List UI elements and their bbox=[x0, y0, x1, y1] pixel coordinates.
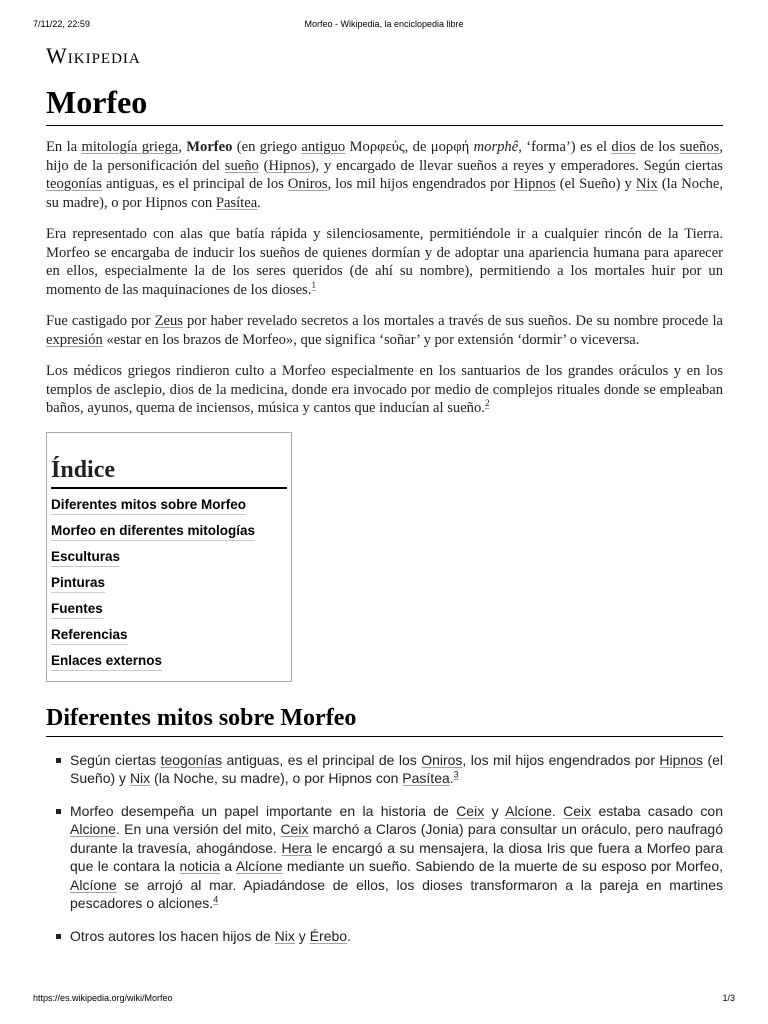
intro-paragraph-3: Fue castigado por Zeus por haber revelado secretos a los mortales a través de sus sueños. De su nombre procede la expresión «estar en los brazos de Morfeo», que significa ‘soñar’ y por extensión ‘dormir’ o viceversa. bbox=[46, 313, 723, 348]
print-datetime: 7/11/22, 22:59 bbox=[33, 19, 90, 29]
link-hipnos[interactable]: Hipnos bbox=[268, 157, 311, 174]
link-hipnos-3[interactable]: Hipnos bbox=[659, 751, 704, 768]
link-ceix-2[interactable]: Ceix bbox=[563, 802, 592, 819]
article-title: Morfeo bbox=[46, 82, 723, 126]
link-alcione-3[interactable]: Alcíone bbox=[235, 858, 283, 874]
mitos-list bbox=[46, 751, 723, 946]
link-hipnos-2[interactable]: Hipnos bbox=[513, 176, 556, 192]
intro-paragraph-2: Era representado con alas que batía rápida y silenciosamente, permitiéndole ir a cualquier rincón de la Tierra. Morfeo se encargaba de inducir los sueños de quienes dormían y de adoptar una apariencia humana para aparecer en ellos, especialmente la de los seres queridos (de ahí su nombre), permitiendo a los mortales huir por un momento de las maquinaciones de los dioses.$^1$ bbox=[46, 226, 723, 298]
link-hera[interactable]: Hera bbox=[281, 839, 312, 856]
wikipedia-wordmark[interactable]: Wikipedia bbox=[46, 43, 141, 68]
link-noticia[interactable]: noticia bbox=[179, 858, 220, 874]
link-nix[interactable]: Nix bbox=[635, 176, 658, 192]
link-nix-3[interactable]: Nix bbox=[274, 927, 295, 944]
link-oniros-2[interactable]: Oniros bbox=[421, 751, 463, 768]
reference-4[interactable]: 4 bbox=[213, 894, 219, 905]
article-intro bbox=[46, 138, 723, 418]
print-header bbox=[33, 19, 735, 33]
link-oniros[interactable]: Oniros bbox=[287, 176, 328, 192]
link-alcione[interactable]: Alcíone bbox=[505, 802, 552, 819]
table-of-contents bbox=[46, 432, 292, 682]
reference-3[interactable]: 3 bbox=[453, 769, 459, 780]
link-sueno[interactable]: sueño bbox=[224, 157, 259, 174]
link-dios[interactable]: dios bbox=[611, 139, 636, 155]
list-item: Morfeo desempeña un papel importante en la historia de Ceix y Alcíone. Ceix estaba casado con Alcione. En una versión del mito, Ceix marchó a Claros (Jonia) para consultar un oráculo, pero naufragó durante la travesía, ahogándose. Hera le encargó a su mensajera, la diosa Iris que fuera a Morfeo para que le contara la noticia a Alcíone mediante un sueño. Sabiendo de la muerte de su esposo por Morfeo, Alcíone se arrojó al mar. Apiadándose de ellos, los dioses transformaron a la pareja en martines pescadores o alciones.$^4$ bbox=[46, 802, 723, 913]
link-alcione-2[interactable]: Alcione bbox=[70, 821, 116, 837]
article-content bbox=[46, 42, 723, 959]
print-page-number: 1/3 bbox=[722, 993, 735, 1003]
toc-item-pinturas[interactable]: Pinturas bbox=[51, 574, 105, 593]
print-url: https://es.wikipedia.org/wiki/Morfeo bbox=[33, 993, 173, 1003]
toc-item-diferentes-mitologias[interactable]: Morfeo en diferentes mitologías bbox=[51, 522, 255, 541]
link-teogonias[interactable]: teogonías bbox=[46, 176, 102, 192]
toc-item-fuentes[interactable]: Fuentes bbox=[51, 600, 103, 619]
link-ceix-3[interactable]: Ceix bbox=[280, 821, 309, 837]
reference-1[interactable]: 1 bbox=[311, 279, 316, 290]
link-expresion[interactable]: expresión bbox=[46, 331, 103, 348]
reference-2[interactable]: 2 bbox=[484, 398, 490, 409]
toc-item-diferentes-mitos[interactable]: Diferentes mitos sobre Morfeo bbox=[51, 496, 246, 515]
toc-item-esculturas[interactable]: Esculturas bbox=[51, 548, 120, 567]
link-antiguo[interactable]: antiguo bbox=[301, 139, 346, 155]
list-item: Otros autores los hacen hijos de Nix y Érebo. bbox=[46, 927, 723, 946]
link-nix-2[interactable]: Nix bbox=[129, 770, 151, 786]
toc-title: Índice bbox=[51, 455, 287, 489]
print-page-title: Morfeo - Wikipedia, la enciclopedia libre bbox=[304, 19, 464, 29]
link-pasitea[interactable]: Pasítea bbox=[215, 194, 258, 211]
link-erebo[interactable]: Érebo bbox=[309, 927, 348, 944]
toc-item-enlaces-externos[interactable]: Enlaces externos bbox=[51, 652, 162, 671]
link-alcione-4[interactable]: Alcíone bbox=[70, 876, 117, 893]
intro-paragraph-4: Los médicos griegos rindieron culto a Morfeo especialmente en los santuarios de los grandes oráculos y en los templos de asclepio, dios de la medicina, donde era invocado por medio de complejos rituales donde se empleaban baños, ayunos, quema de inciensos, música y cantos que inducían al sueño.$^2$ bbox=[46, 363, 723, 416]
link-teogonias-2[interactable]: teogonías bbox=[160, 751, 223, 768]
link-zeus[interactable]: Zeus bbox=[154, 313, 183, 329]
link-suenos[interactable]: sueños bbox=[679, 139, 720, 155]
toc-item-referencias[interactable]: Referencias bbox=[51, 626, 128, 645]
section-heading-diferentes-mitos: Diferentes mitos sobre Morfeo bbox=[46, 702, 723, 737]
link-mitologia-griega[interactable]: mitología griega bbox=[81, 139, 179, 155]
link-ceix[interactable]: Ceix bbox=[456, 802, 485, 819]
list-item: Según ciertas teogonías antiguas, es el principal de los Oniros, los mil hijos engendrados por Hipnos (el Sueño) y Nix (la Noche, su madre), o por Hipnos con Pasítea.$^3$ bbox=[46, 751, 723, 788]
print-footer bbox=[33, 993, 735, 1007]
intro-paragraph-1: En la mitología griega, Morfeo (en griego antiguo Μορφεύς, de μορφή morphê, ‘forma’) es el dios de los sueños, hijo de la personificación del sueño (Hipnos), y encargado de llevar sueños a reyes y emperadores. Según ciertas teogonías antiguas, es el principal de los Oniros, los mil hijos engendrados por Hipnos (el Sueño) y Nix (la Noche, su madre), o por Hipnos con Pasítea. bbox=[46, 139, 723, 211]
bold-term-morfeo: Morfeo bbox=[186, 139, 233, 155]
link-pasitea-2[interactable]: Pasítea bbox=[402, 770, 450, 786]
